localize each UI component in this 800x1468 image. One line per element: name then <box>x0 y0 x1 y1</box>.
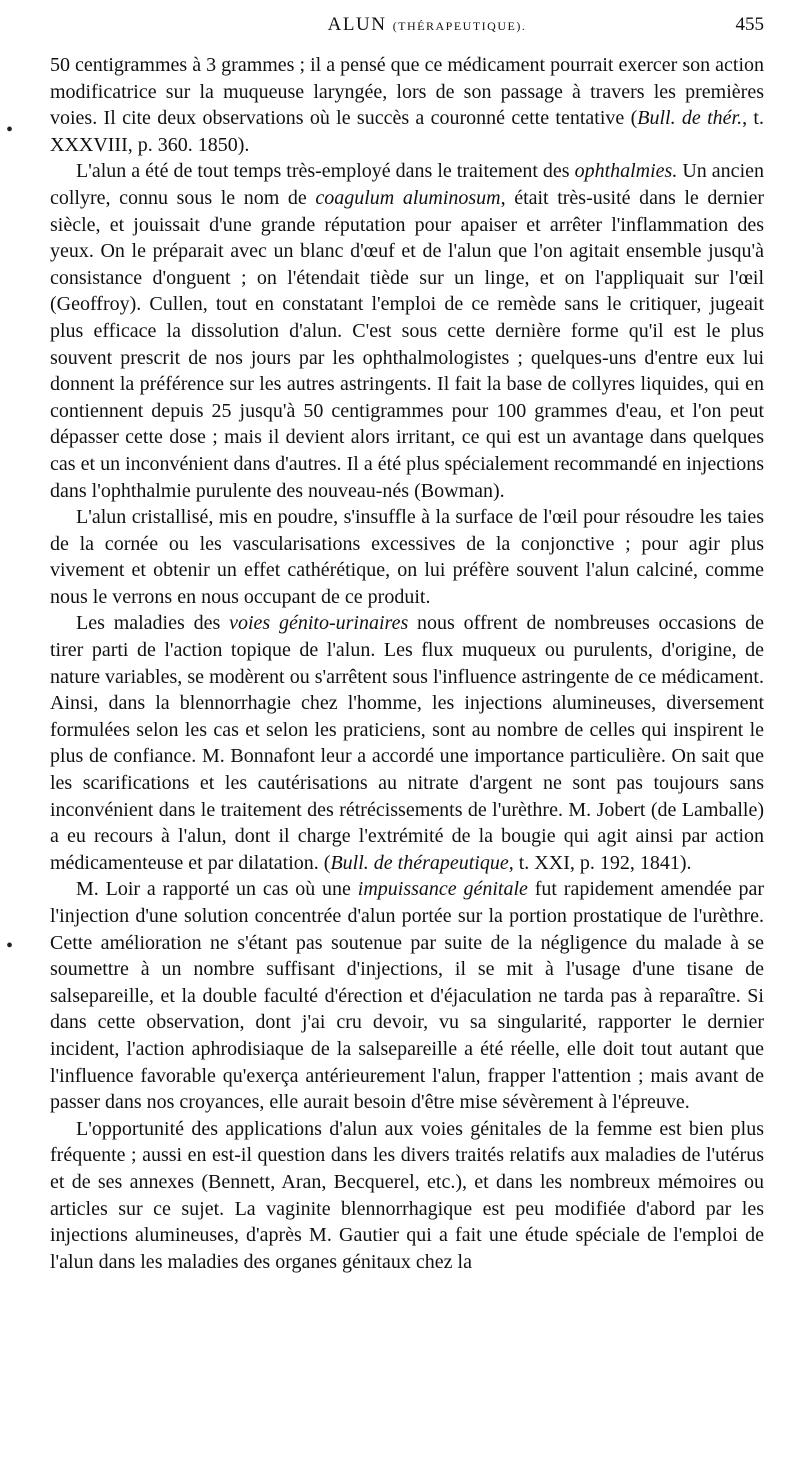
text-run: M. Loir a rapporté un cas où une <box>76 878 358 901</box>
margin-mark: • <box>6 119 14 141</box>
paragraph <box>50 504 764 610</box>
text-run: L'alun a été de tout temps très-employé dans le traitement des <box>76 160 575 183</box>
running-title <box>288 14 527 36</box>
text-run: , t. XXXVIII, p. 360. 1850). <box>50 107 764 156</box>
text-run: Un ancien collyre, connu sous le nom de <box>50 160 764 209</box>
text-run: , était très-usité dans le dernier siècle, et jouissait d'une grande réputation pour apaiser et arrêter l'inflammation des yeux. On le préparait avec un blanc d'œuf et de l'alun que l'on agitait ensemble jusqu'à consistance d'onguent ; on l'étendait tiède sur un linge, et on l'appliquait sur l'œil (Geoffroy). Cullen, tout en constatant l'emploi de ce remède sans le critiquer, jugeait plus efficace la dissolution d'alun. C'est sous cette dernière forme qu'il est le plus souvent prescrit de nos jours par les ophthalmologistes ; quelques-uns d'entre eux lui donnent la préférence sur les autres astringents. Il fait la base de collyres liquides, qui en contiennent depuis 25 jusqu'à 50 centigrammes pour 100 grammes d'eau, et l'on peut dépasser cette dose ; mais il devient alors irritant, ce qui est un avantage dans quelques cas et un inconvénient dans d'autres. Il a été plus spécialement recommandé en injections dans l'ophthalmie purulente des nouveau-nés (Bowman). <box>50 186 764 502</box>
body-text <box>50 52 764 1275</box>
margin-mark: • <box>6 935 14 957</box>
text-run: L'opportunité des applications d'alun aux voies génitales de la femme est bien plus fréquente ; aussi en est-il question dans les divers traités relatifs aux maladies de l'utérus et de ses annexes (Bennett, Aran, Becquerel, etc.), et dans les nombreux mémoires ou articles sur ce sujet. La vaginite blennorrhagique est peu modifiée d'abord par les injections alumineuses, d'après M. Gautier qui a fait une étude spéciale de l'emploi de l'alun dans les maladies des organes génitaux chez la <box>50 1117 764 1273</box>
italic-text: Bull. de thér. <box>637 107 743 130</box>
italic-text: ophthalmies. <box>574 160 678 183</box>
running-title-main: ALUN <box>327 14 387 35</box>
text-run: nous offrent de nombreuses occasions de tirer parti de l'action topique de l'alun. Les flux muqueux ou purulents, d'origine, de nature variables, se modèrent ou s'arrêtent sous l'influence astringente de ce médicament. Ainsi, dans la blennorrhagie chez l'homme, les injections alumineuses, diversement formulées selon les cas et selon les praticiens, sont au nombre de celles qui inspirent le plus de confiance. M. Bonnafont leur a accordé une importance particulière. On sait que les scarifications et les cautérisations au nitrate d'argent ne sont pas toujours sans inconvénient dans le traitement des rétrécissements de l'urèthre. M. Jobert (de Lamballe) a eu recours à l'alun, dont il charge l'extrémité de la bougie qui agit ainsi par action médicamenteuse et par dilatation. ( <box>50 612 764 874</box>
italic-text: voies génito-urinaires <box>229 612 409 635</box>
text-run: 50 centigrammes à 3 grammes ; il a pensé que ce médicament pourrait exercer son action modificatrice sur la muqueuse laryngée, lors de son passage à travers les premières voies. Il cite deux observations où le succès a couronné cette tentative ( <box>50 54 764 130</box>
paragraph <box>50 158 764 504</box>
paragraph <box>50 1116 764 1276</box>
text-run: L'alun cristallisé, mis en poudre, s'insuffle à la surface de l'œil pour résoudre les taies de la cornée ou les vascularisations excessives de la conjonctive ; pour agir plus vivement et obtenir un effet cathérétique, on lui préfère souvent l'alun calciné, comme nous le verrons en nous occupant de ce produit. <box>50 506 764 608</box>
paragraph <box>50 610 764 876</box>
running-header <box>50 14 764 46</box>
italic-text: coagulum aluminosum <box>315 186 501 209</box>
text-run: Les maladies des <box>76 612 230 635</box>
italic-text: Bull. de thérapeutique <box>330 851 509 874</box>
paragraph <box>50 876 764 1115</box>
italic-text: impuissance génitale <box>357 878 528 901</box>
page-number: 455 <box>735 14 764 35</box>
text-run: , t. XXI, p. 192, 1841). <box>508 851 692 874</box>
text-run: fut rapidement amendée par l'injection d'une solution concentrée d'alun portée sur la portion prostatique de l'urèthre. Cette amélioration ne s'étant pas soutenue par suite de la négligence du malade à se soumettre à un nombre suffisant d'injections, il se mit à l'usage d'une tisane de salsepareille, et la double faculté d'érection et d'éjaculation ne tarda pas à reparaître. Si dans cette observation, dont j'ai cru devoir, vu sa singularité, rapporter le dernier incident, l'action aphrodisiaque de la salsepareille a été réelle, elle doit tout autant que l'influence favorable qu'exerça antérieurement l'alun, frapper l'attention ; mais avant de passer dans nos croyances, elle aurait besoin d'être mise sévèrement à l'épreuve. <box>50 878 764 1114</box>
running-title-sub: (THÉRAPEUTIQUE). <box>392 19 527 33</box>
paragraph <box>50 52 764 158</box>
